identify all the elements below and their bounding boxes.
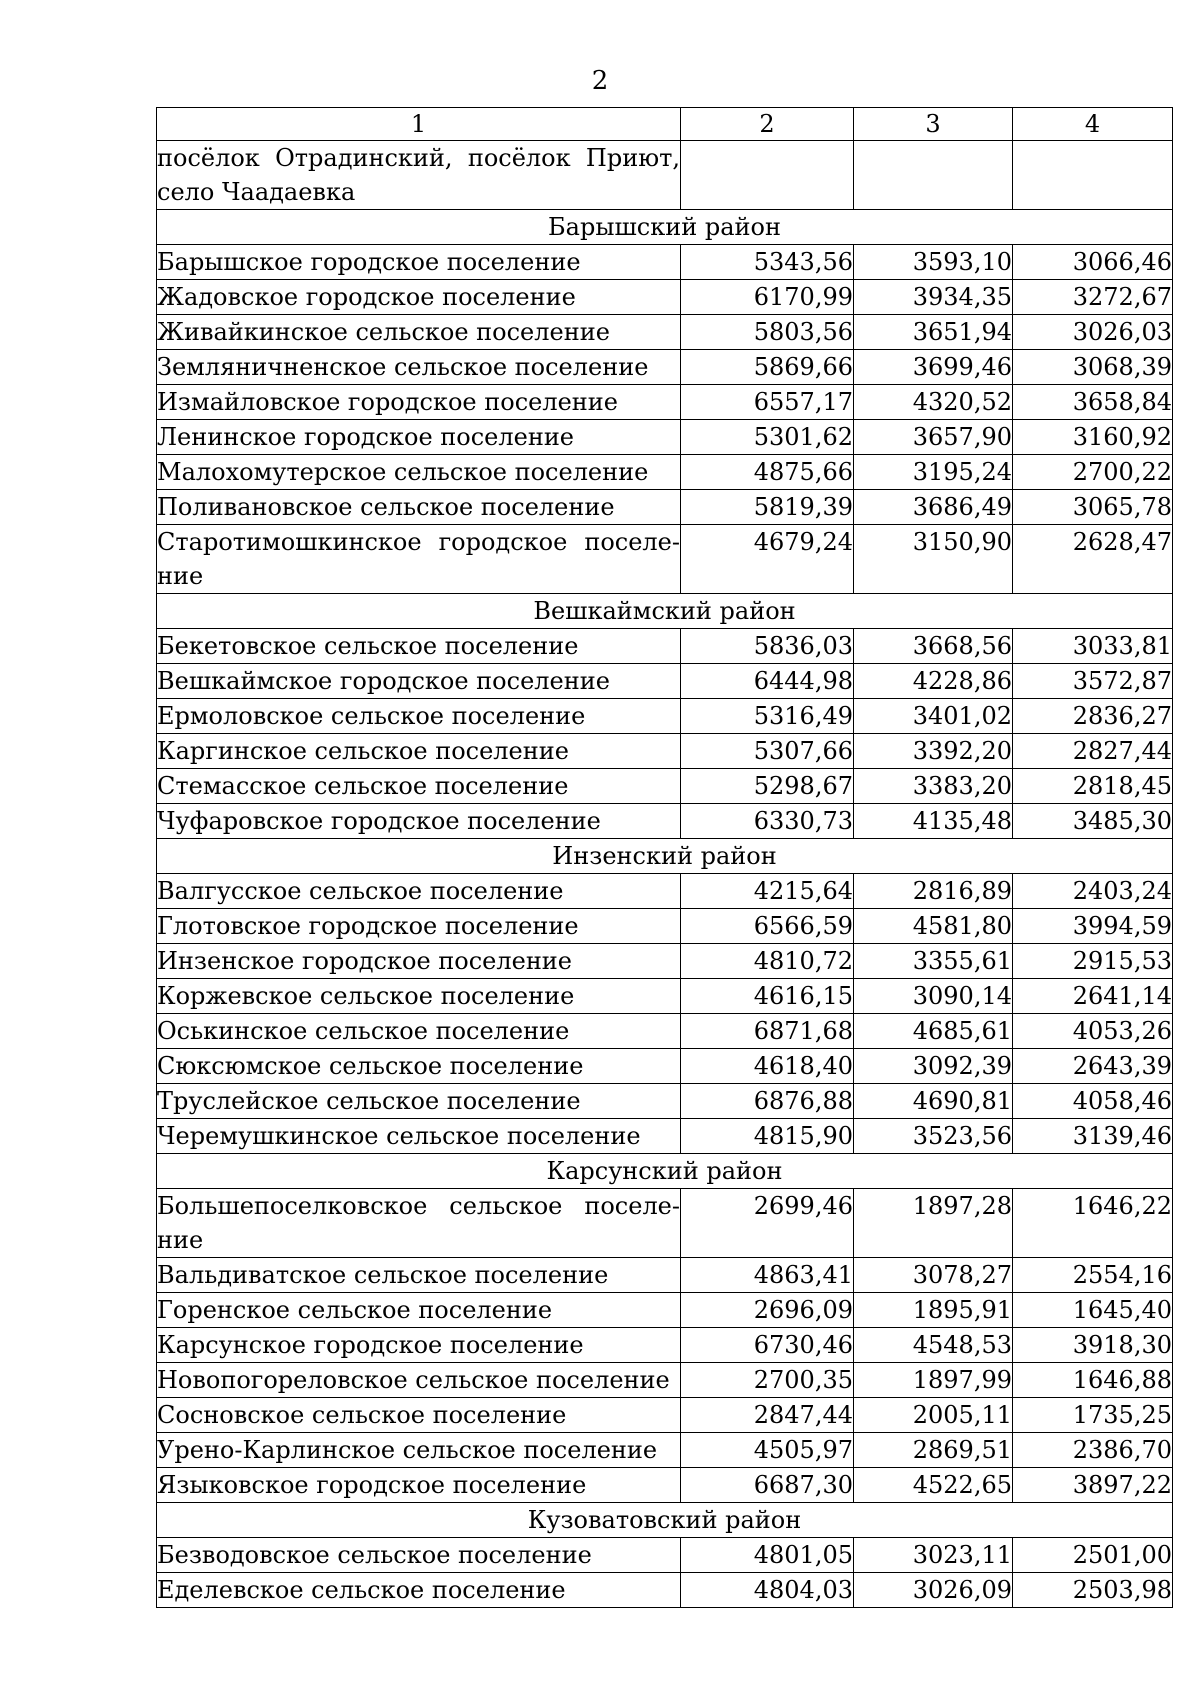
value-col-3: 3150,90 [854, 525, 1013, 594]
settlement-name: Малохомутерское сельское поселение [157, 455, 681, 490]
section-title: Инзенский район [157, 839, 1173, 874]
value-col-4: 2836,27 [1013, 699, 1173, 734]
settlement-name: Живайкинское сельское поселение [157, 315, 681, 350]
section-row [157, 210, 1173, 245]
intro-row [157, 141, 1173, 210]
value-col-2: 5819,39 [681, 490, 854, 525]
settlement-name: Карсунское городское поселение [157, 1328, 681, 1363]
table-row [157, 1538, 1173, 1573]
section-row [157, 839, 1173, 874]
value-col-3: 3026,09 [854, 1573, 1013, 1608]
table-row [157, 1573, 1173, 1608]
value-col-2: 5307,66 [681, 734, 854, 769]
table-row [157, 490, 1173, 525]
table-row [157, 350, 1173, 385]
value-col-4: 2501,00 [1013, 1538, 1173, 1573]
settlement-name: Стемасское сельское поселение [157, 769, 681, 804]
settlement-name: Бекетовское сельское поселение [157, 629, 681, 664]
table-row [157, 525, 1173, 594]
settlement-name: Урено-Карлинское сельское поселение [157, 1433, 681, 1468]
settlement-name: Коржевское сельское поселение [157, 979, 681, 1014]
value-col-4: 2641,14 [1013, 979, 1173, 1014]
value-col-4: 2827,44 [1013, 734, 1173, 769]
value-col-3: 2869,51 [854, 1433, 1013, 1468]
value-col-4: 2628,47 [1013, 525, 1173, 594]
value-col-4: 2700,22 [1013, 455, 1173, 490]
settlement-name: Каргинское сельское поселение [157, 734, 681, 769]
value-col-2: 6557,17 [681, 385, 854, 420]
value-col-3: 4685,61 [854, 1014, 1013, 1049]
header-cell-3: 3 [854, 108, 1013, 141]
value-col-4: 4058,46 [1013, 1084, 1173, 1119]
value-col-4: 3026,03 [1013, 315, 1173, 350]
settlement-name: Поливановское сельское поселение [157, 490, 681, 525]
value-col-2: 6730,46 [681, 1328, 854, 1363]
value-col-2: 6566,59 [681, 909, 854, 944]
settlement-name: Еделевское сельское поселение [157, 1573, 681, 1608]
value-col-3: 3355,61 [854, 944, 1013, 979]
value-col-4: 2403,24 [1013, 874, 1173, 909]
table-row [157, 629, 1173, 664]
value-col-4: 2915,53 [1013, 944, 1173, 979]
value-col-2: 4804,03 [681, 1573, 854, 1608]
settlement-name [157, 525, 681, 594]
value-col-2: 5343,56 [681, 245, 854, 280]
value-col-3: 4228,86 [854, 664, 1013, 699]
value-col-3: 4581,80 [854, 909, 1013, 944]
value-col-2: 2847,44 [681, 1398, 854, 1433]
settlement-name: Ермоловское сельское поселение [157, 699, 681, 734]
intro-line-2: село Чаадаевка [157, 178, 356, 206]
value-col-4: 3572,87 [1013, 664, 1173, 699]
value-col-3: 3657,90 [854, 420, 1013, 455]
value-col-4: 3918,30 [1013, 1328, 1173, 1363]
table-row [157, 315, 1173, 350]
value-col-3: 3392,20 [854, 734, 1013, 769]
settlement-name: Вальдиватское сельское поселение [157, 1258, 681, 1293]
value-col-3: 4320,52 [854, 385, 1013, 420]
value-col-2: 6876,88 [681, 1084, 854, 1119]
settlement-name: Чуфаровское городское поселение [157, 804, 681, 839]
value-col-2: 5836,03 [681, 629, 854, 664]
section-row [157, 594, 1173, 629]
value-col-3: 1895,91 [854, 1293, 1013, 1328]
value-col-3: 3090,14 [854, 979, 1013, 1014]
value-col-4: 3068,39 [1013, 350, 1173, 385]
table-row [157, 245, 1173, 280]
value-col-2: 5869,66 [681, 350, 854, 385]
value-col-4: 2643,39 [1013, 1049, 1173, 1084]
value-col-4: 3897,22 [1013, 1468, 1173, 1503]
value-col-3: 3593,10 [854, 245, 1013, 280]
value-col-4: 1646,22 [1013, 1189, 1173, 1258]
table-body [157, 108, 1173, 1608]
section-title: Барышский район [157, 210, 1173, 245]
value-col-2: 4875,66 [681, 455, 854, 490]
table-row [157, 1049, 1173, 1084]
value-col-4: 2503,98 [1013, 1573, 1173, 1608]
table-row [157, 1433, 1173, 1468]
value-col-2: 4616,15 [681, 979, 854, 1014]
value-col-2: 4801,05 [681, 1538, 854, 1573]
settlement-name-line-2: ние [157, 1226, 204, 1254]
settlement-name: Труслейское сельское поселение [157, 1084, 681, 1119]
value-col-2: 4863,41 [681, 1258, 854, 1293]
settlement-name: Валгусское сельское поселение [157, 874, 681, 909]
header-cell-2: 2 [681, 108, 854, 141]
value-col-3: 3523,56 [854, 1119, 1013, 1154]
settlement-name: Сосновское сельское поселение [157, 1398, 681, 1433]
value-col-4: 2554,16 [1013, 1258, 1173, 1293]
value-col-2: 5298,67 [681, 769, 854, 804]
value-col-2: 4505,97 [681, 1433, 854, 1468]
table-row [157, 909, 1173, 944]
table-row [157, 1084, 1173, 1119]
value-col-3: 3078,27 [854, 1258, 1013, 1293]
value-col-4: 3658,84 [1013, 385, 1173, 420]
value-col-4: 3066,46 [1013, 245, 1173, 280]
settlement-name: Оськинское сельское поселение [157, 1014, 681, 1049]
settlement-name: Ленинское городское поселение [157, 420, 681, 455]
section-title: Вешкаймский район [157, 594, 1173, 629]
value-col-2: 4810,72 [681, 944, 854, 979]
value-col-3: 3668,56 [854, 629, 1013, 664]
table-row [157, 1189, 1173, 1258]
settlement-name: Новопогореловское сельское поселение [157, 1363, 681, 1398]
table-row [157, 1258, 1173, 1293]
value-col-2: 6330,73 [681, 804, 854, 839]
header-row [157, 108, 1173, 141]
table-row [157, 1293, 1173, 1328]
value-col-2: 4618,40 [681, 1049, 854, 1084]
section-title: Кузоватовский район [157, 1503, 1173, 1538]
table-row [157, 1119, 1173, 1154]
value-col-3: 3195,24 [854, 455, 1013, 490]
value-col-3: 3651,94 [854, 315, 1013, 350]
table-row [157, 734, 1173, 769]
value-col-2: 4679,24 [681, 525, 854, 594]
data-table [156, 107, 1173, 1608]
settlement-name [157, 1189, 681, 1258]
settlement-name: Барышское городское поселение [157, 245, 681, 280]
value-col-4: 1645,40 [1013, 1293, 1173, 1328]
table-row [157, 455, 1173, 490]
table-row [157, 769, 1173, 804]
table-row [157, 385, 1173, 420]
settlement-name-line-2: ние [157, 562, 204, 590]
value-col-3: 4690,81 [854, 1084, 1013, 1119]
intro-empty-2 [681, 141, 854, 210]
value-col-3: 3401,02 [854, 699, 1013, 734]
table-row [157, 1328, 1173, 1363]
settlement-name: Вешкаймское городское поселение [157, 664, 681, 699]
settlement-name: Сюксюмское сельское поселение [157, 1049, 681, 1084]
value-col-2: 6871,68 [681, 1014, 854, 1049]
header-cell-1: 1 [157, 108, 681, 141]
intro-cell [157, 141, 681, 210]
table-row [157, 699, 1173, 734]
settlement-name: Горенское сельское поселение [157, 1293, 681, 1328]
value-col-3: 3686,49 [854, 490, 1013, 525]
value-col-4: 1735,25 [1013, 1398, 1173, 1433]
settlement-name: Жадовское городское поселение [157, 280, 681, 315]
value-col-2: 6444,98 [681, 664, 854, 699]
table-row [157, 664, 1173, 699]
value-col-3: 1897,28 [854, 1189, 1013, 1258]
table-row [157, 1014, 1173, 1049]
intro-line-1: посёлок Отрадинский, посёлок Приют, [157, 144, 680, 172]
value-col-3: 3092,39 [854, 1049, 1013, 1084]
value-col-2: 5301,62 [681, 420, 854, 455]
settlement-name-line-1: Большепоселковское сельское поселе- [157, 1192, 680, 1220]
value-col-4: 3994,59 [1013, 909, 1173, 944]
table-row [157, 1468, 1173, 1503]
settlement-name: Глотовское городское поселение [157, 909, 681, 944]
table-row [157, 1398, 1173, 1433]
settlement-name-line-1: Старотимошкинское городское поселе- [157, 528, 680, 556]
intro-empty-4 [1013, 141, 1173, 210]
page-number: 2 [591, 66, 609, 96]
value-col-3: 4135,48 [854, 804, 1013, 839]
value-col-2: 5803,56 [681, 315, 854, 350]
value-col-3: 3699,46 [854, 350, 1013, 385]
value-col-4: 3033,81 [1013, 629, 1173, 664]
value-col-3: 2816,89 [854, 874, 1013, 909]
settlement-name: Безводовское сельское поселение [157, 1538, 681, 1573]
value-col-2: 2700,35 [681, 1363, 854, 1398]
value-col-3: 4548,53 [854, 1328, 1013, 1363]
section-row [157, 1154, 1173, 1189]
settlement-name: Измайловское городское поселение [157, 385, 681, 420]
value-col-2: 6170,99 [681, 280, 854, 315]
value-col-4: 2818,45 [1013, 769, 1173, 804]
table-row [157, 944, 1173, 979]
table-row [157, 1363, 1173, 1398]
value-col-3: 1897,99 [854, 1363, 1013, 1398]
table-row [157, 979, 1173, 1014]
settlement-name: Земляничненское сельское поселение [157, 350, 681, 385]
value-col-4: 3139,46 [1013, 1119, 1173, 1154]
value-col-2: 2696,09 [681, 1293, 854, 1328]
table-row [157, 280, 1173, 315]
value-col-2: 5316,49 [681, 699, 854, 734]
value-col-2: 4215,64 [681, 874, 854, 909]
settlement-name: Черемушкинское сельское поселение [157, 1119, 681, 1154]
value-col-4: 2386,70 [1013, 1433, 1173, 1468]
value-col-4: 4053,26 [1013, 1014, 1173, 1049]
table-row [157, 420, 1173, 455]
value-col-4: 3272,67 [1013, 280, 1173, 315]
settlement-name: Языковское городское поселение [157, 1468, 681, 1503]
value-col-4: 3485,30 [1013, 804, 1173, 839]
value-col-2: 2699,46 [681, 1189, 854, 1258]
value-col-3: 3383,20 [854, 769, 1013, 804]
value-col-3: 3934,35 [854, 280, 1013, 315]
value-col-4: 3160,92 [1013, 420, 1173, 455]
value-col-4: 1646,88 [1013, 1363, 1173, 1398]
value-col-3: 2005,11 [854, 1398, 1013, 1433]
table-row [157, 804, 1173, 839]
value-col-3: 3023,11 [854, 1538, 1013, 1573]
settlement-name: Инзенское городское поселение [157, 944, 681, 979]
section-row [157, 1503, 1173, 1538]
value-col-4: 3065,78 [1013, 490, 1173, 525]
value-col-2: 4815,90 [681, 1119, 854, 1154]
section-title: Карсунский район [157, 1154, 1173, 1189]
value-col-3: 4522,65 [854, 1468, 1013, 1503]
table-row [157, 874, 1173, 909]
intro-empty-3 [854, 141, 1013, 210]
value-col-2: 6687,30 [681, 1468, 854, 1503]
header-cell-4: 4 [1013, 108, 1173, 141]
